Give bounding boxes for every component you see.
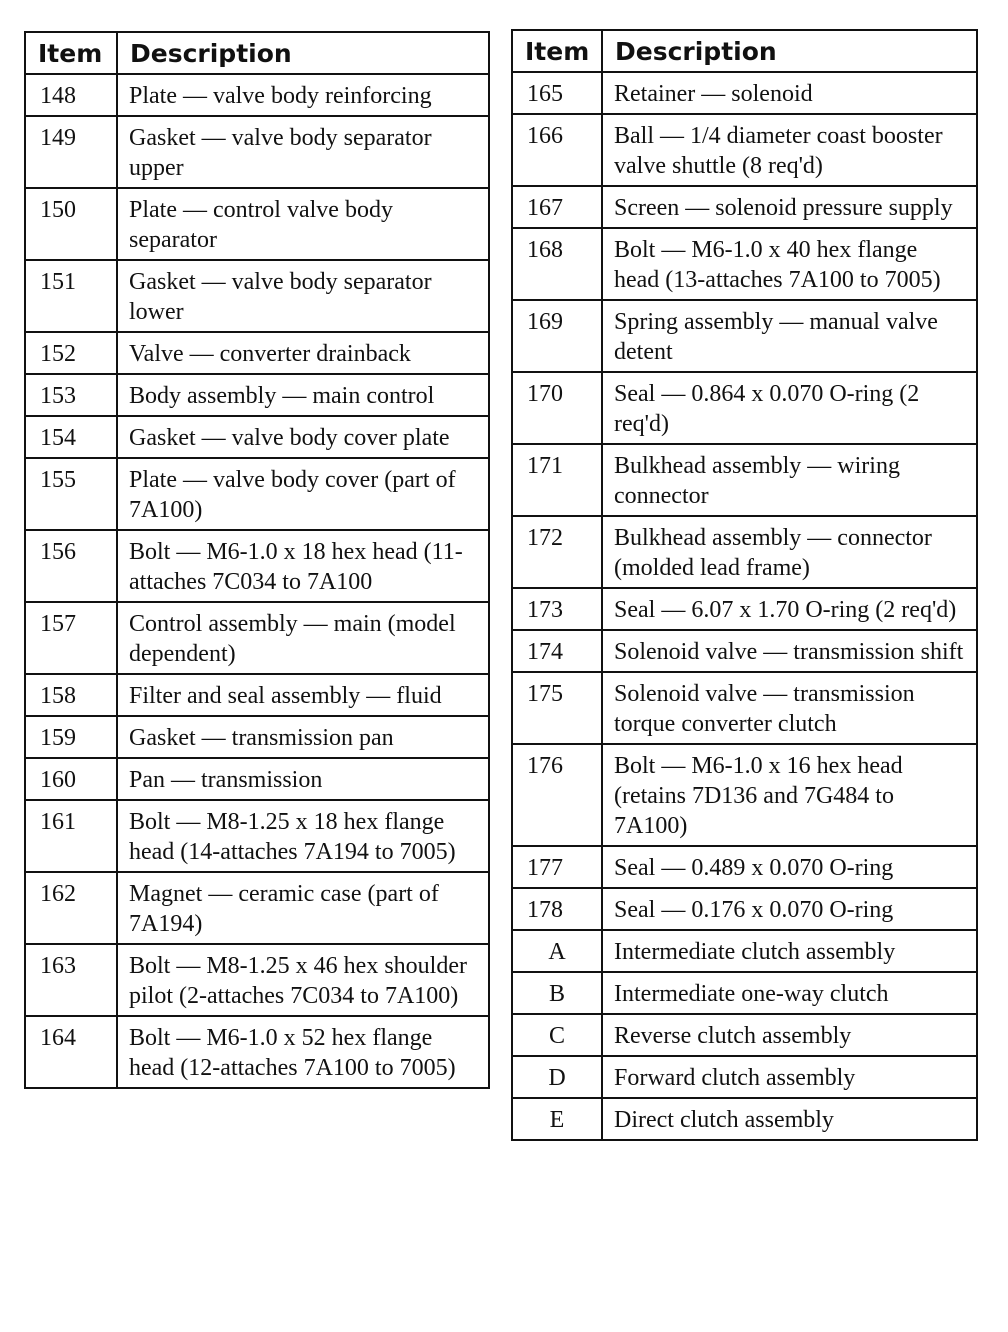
table-row bbox=[512, 300, 977, 372]
table-row bbox=[512, 930, 977, 972]
item-column-header: Item bbox=[25, 32, 117, 74]
item-number: 168 bbox=[512, 228, 602, 300]
table-row bbox=[25, 800, 489, 872]
item-description: Retainer — solenoid bbox=[602, 72, 977, 114]
item-number: 178 bbox=[512, 888, 602, 930]
table-row bbox=[25, 758, 489, 800]
item-number: E bbox=[512, 1098, 602, 1140]
item-description: Bolt — M6-1.0 x 52 hex flange head (12-attaches 7A100 to 7005) bbox=[117, 1016, 489, 1088]
item-description: Magnet — ceramic case (part of 7A194) bbox=[117, 872, 489, 944]
item-description: Direct clutch assembly bbox=[602, 1098, 977, 1140]
left-table-body bbox=[25, 74, 489, 1088]
item-description: Valve — converter drainback bbox=[117, 332, 489, 374]
table-row bbox=[512, 1056, 977, 1098]
item-number: 152 bbox=[25, 332, 117, 374]
item-description: Bolt — M8-1.25 x 46 hex shoulder pilot (2-attaches 7C034 to 7A100) bbox=[117, 944, 489, 1016]
item-description: Pan — transmission bbox=[117, 758, 489, 800]
table-row bbox=[25, 416, 489, 458]
item-description: Gasket — valve body separator upper bbox=[117, 116, 489, 188]
table-row bbox=[512, 72, 977, 114]
item-description: Plate — valve body cover (part of 7A100) bbox=[117, 458, 489, 530]
item-number: 163 bbox=[25, 944, 117, 1016]
item-description: Solenoid valve — transmission torque converter clutch bbox=[602, 672, 977, 744]
table-row bbox=[25, 716, 489, 758]
item-number: 149 bbox=[25, 116, 117, 188]
table-row bbox=[512, 372, 977, 444]
item-column-header: Item bbox=[512, 30, 602, 72]
item-description: Intermediate clutch assembly bbox=[602, 930, 977, 972]
item-description: Control assembly — main (model dependent) bbox=[117, 602, 489, 674]
item-number: 170 bbox=[512, 372, 602, 444]
item-number: 164 bbox=[25, 1016, 117, 1088]
item-description: Plate — control valve body separator bbox=[117, 188, 489, 260]
item-number: 162 bbox=[25, 872, 117, 944]
item-number: 148 bbox=[25, 74, 117, 116]
item-description: Gasket — valve body separator lower bbox=[117, 260, 489, 332]
table-row bbox=[25, 1016, 489, 1088]
item-number: 171 bbox=[512, 444, 602, 516]
item-number: 158 bbox=[25, 674, 117, 716]
item-number: 156 bbox=[25, 530, 117, 602]
table-row bbox=[512, 630, 977, 672]
item-description: Bolt — M6-1.0 x 40 hex flange head (13-attaches 7A100 to 7005) bbox=[602, 228, 977, 300]
description-column-header: Description bbox=[602, 30, 977, 72]
item-number: B bbox=[512, 972, 602, 1014]
table-row bbox=[25, 458, 489, 530]
item-number: 159 bbox=[25, 716, 117, 758]
item-description: Reverse clutch assembly bbox=[602, 1014, 977, 1056]
table-row bbox=[25, 872, 489, 944]
item-number: 175 bbox=[512, 672, 602, 744]
table-row bbox=[512, 114, 977, 186]
parts-table-right bbox=[511, 29, 978, 1141]
item-number: 157 bbox=[25, 602, 117, 674]
item-number: 176 bbox=[512, 744, 602, 846]
item-description: Solenoid valve — transmission shift bbox=[602, 630, 977, 672]
table-row bbox=[512, 186, 977, 228]
item-number: A bbox=[512, 930, 602, 972]
item-description: Gasket — valve body cover plate bbox=[117, 416, 489, 458]
table-row bbox=[512, 744, 977, 846]
table-row bbox=[25, 374, 489, 416]
table-row bbox=[512, 972, 977, 1014]
item-number: 161 bbox=[25, 800, 117, 872]
header-row bbox=[25, 32, 489, 74]
header-row bbox=[512, 30, 977, 72]
item-number: 174 bbox=[512, 630, 602, 672]
table-row bbox=[512, 888, 977, 930]
item-number: 173 bbox=[512, 588, 602, 630]
description-column-header: Description bbox=[117, 32, 489, 74]
table-row bbox=[512, 228, 977, 300]
item-description: Filter and seal assembly — fluid bbox=[117, 674, 489, 716]
item-description: Bulkhead assembly — connector (molded lead frame) bbox=[602, 516, 977, 588]
item-number: 155 bbox=[25, 458, 117, 530]
table-row bbox=[25, 332, 489, 374]
item-number: C bbox=[512, 1014, 602, 1056]
table-row bbox=[25, 116, 489, 188]
table-row bbox=[25, 188, 489, 260]
item-number: 154 bbox=[25, 416, 117, 458]
parts-table-left bbox=[24, 31, 490, 1089]
table-row bbox=[25, 674, 489, 716]
item-description: Bolt — M6-1.0 x 18 hex head (11-attaches 7C034 to 7A100 bbox=[117, 530, 489, 602]
item-number: 172 bbox=[512, 516, 602, 588]
item-description: Seal — 0.489 x 0.070 O-ring bbox=[602, 846, 977, 888]
table-row bbox=[512, 1098, 977, 1140]
table-row bbox=[512, 672, 977, 744]
item-description: Body assembly — main control bbox=[117, 374, 489, 416]
item-number: 177 bbox=[512, 846, 602, 888]
right-table-body bbox=[512, 72, 977, 1140]
item-number: 165 bbox=[512, 72, 602, 114]
item-number: 150 bbox=[25, 188, 117, 260]
item-number: 169 bbox=[512, 300, 602, 372]
item-description: Screen — solenoid pressure supply bbox=[602, 186, 977, 228]
table-row bbox=[25, 944, 489, 1016]
item-description: Ball — 1/4 diameter coast booster valve shuttle (8 req'd) bbox=[602, 114, 977, 186]
table-row bbox=[25, 74, 489, 116]
table-row bbox=[25, 260, 489, 332]
item-number: 160 bbox=[25, 758, 117, 800]
item-description: Bolt — M6-1.0 x 16 hex head (retains 7D136 and 7G484 to 7A100) bbox=[602, 744, 977, 846]
item-description: Bolt — M8-1.25 x 18 hex flange head (14-attaches 7A194 to 7005) bbox=[117, 800, 489, 872]
item-number: 153 bbox=[25, 374, 117, 416]
item-description: Seal — 0.176 x 0.070 O-ring bbox=[602, 888, 977, 930]
item-description: Gasket — transmission pan bbox=[117, 716, 489, 758]
table-row bbox=[25, 602, 489, 674]
item-number: D bbox=[512, 1056, 602, 1098]
table-row bbox=[512, 588, 977, 630]
table-row bbox=[512, 846, 977, 888]
item-description: Bulkhead assembly — wiring connector bbox=[602, 444, 977, 516]
item-description: Forward clutch assembly bbox=[602, 1056, 977, 1098]
table-row bbox=[25, 530, 489, 602]
item-number: 167 bbox=[512, 186, 602, 228]
table-row bbox=[512, 1014, 977, 1056]
item-number: 151 bbox=[25, 260, 117, 332]
table-row bbox=[512, 444, 977, 516]
item-description: Spring assembly — manual valve detent bbox=[602, 300, 977, 372]
table-row bbox=[512, 516, 977, 588]
item-description: Seal — 0.864 x 0.070 O-ring (2 req'd) bbox=[602, 372, 977, 444]
item-description: Intermediate one-way clutch bbox=[602, 972, 977, 1014]
item-number: 166 bbox=[512, 114, 602, 186]
item-description: Seal — 6.07 x 1.70 O-ring (2 req'd) bbox=[602, 588, 977, 630]
item-description: Plate — valve body reinforcing bbox=[117, 74, 489, 116]
